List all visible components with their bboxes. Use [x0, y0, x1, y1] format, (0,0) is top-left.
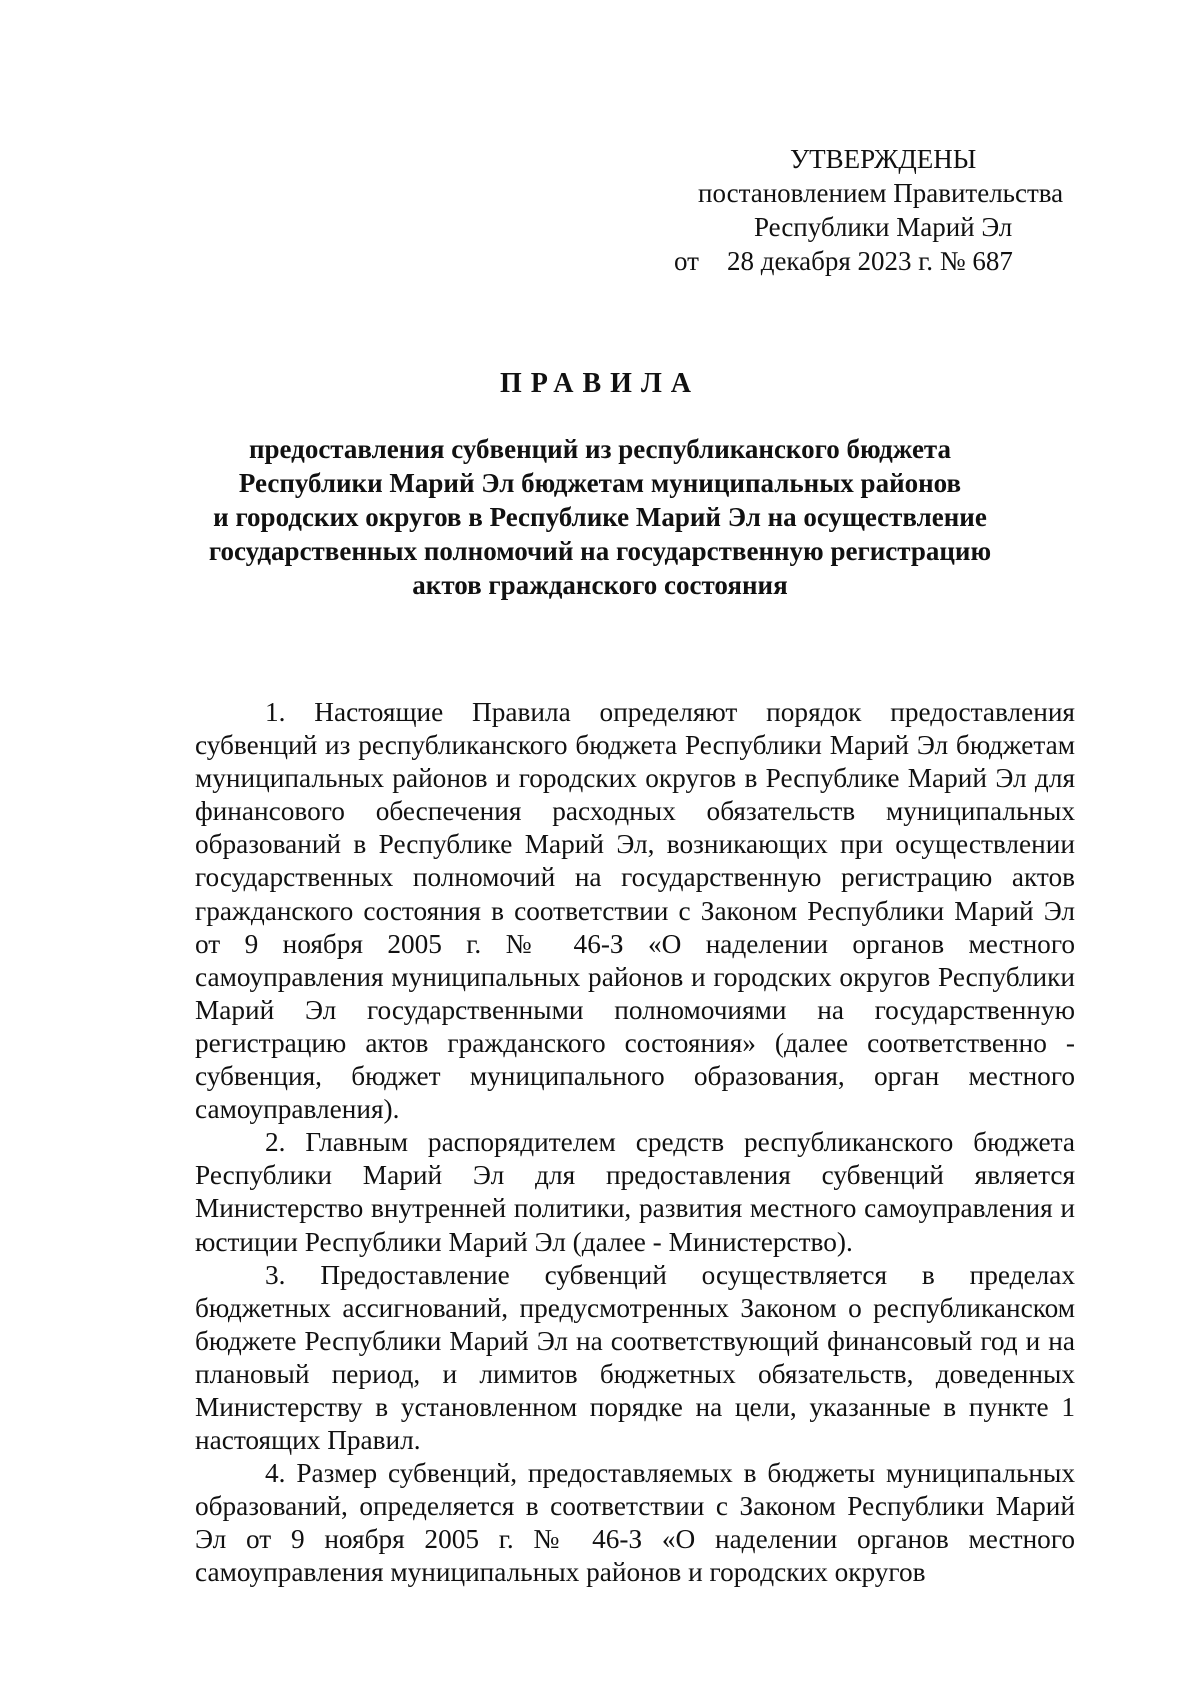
approval-line-resolution: постановлением Правительства — [698, 178, 1064, 208]
approval-stamp — [660, 142, 1080, 278]
document-title: ПРАВИЛА — [499, 368, 701, 399]
approval-number: № 687 — [939, 246, 1013, 276]
paragraph-1: 1. Настоящие Правила определяют порядок предоставления субвенций из республиканского бюджета Республики Марий Эл бюджетам муниципальных районов и городских округов в Республике Марий Эл для финансового обеспечения расходных обязательств муниципальных образований в Республике Марий Эл, возникающих при осуществлении государственных полномочий на государственную регистрацию актов гражданского состояния в соответствии с Законом Республики Марий Эл от 9 ноября 2005 г. № 46-З «О наделении органов местного самоуправления муниципальных районов и городских округов Республики Марий Эл государственными полномочиями на государственную регистрацию актов гражданского состояния» (далее соответственно - субвенция, бюджет муниципального образования, орган местного самоуправления). — [195, 697, 1075, 1125]
subtitle-line-2: Республики Марий Эл бюджетам муниципальных районов — [238, 468, 962, 498]
subtitle-line-3: и городских округов в Республике Марий Эл на осуществление — [213, 502, 987, 532]
approval-date: 28 декабря 2023 г. — [726, 246, 934, 276]
paragraph-4: 4. Размер субвенций, предоставляемых в бюджеты муниципальных образований, определяется в соответствии с Законом Республики Марий Эл от 9 ноября 2005 г. № 46-З «О наделении органов местного самоуправления муниципальных районов и городских округов — [195, 1458, 1075, 1588]
paragraph-2: 2. Главным распорядителем средств республиканского бюджета Республики Марий Эл для предоставления субвенций является Министерство внутренней политики, развития местного самоуправления и юстиции Республики Марий Эл (далее - Министерство). — [195, 1127, 1075, 1257]
approval-line-approved: УТВЕРЖДЕНЫ — [790, 144, 977, 174]
paragraph-3: 3. Предоставление субвенций осуществляется в пределах бюджетных ассигнований, предусмотренных Законом о республиканском бюджете Республики Марий Эл на соответствующий финансовый год и на плановый период, и лимитов бюджетных обязательств, доведенных Министерству в установленном порядке на цели, указанные в пункте 1 настоящих Правил. — [195, 1259, 1075, 1456]
approval-line-date — [660, 244, 1080, 278]
document-subtitle — [160, 432, 1040, 602]
subtitle-line-1: предоставления субвенций из республиканского бюджета — [248, 434, 952, 464]
subtitle-line-4: государственных полномочий на государственную регистрацию — [208, 536, 992, 566]
approval-from-label: от — [674, 246, 699, 276]
document-body — [195, 696, 1075, 1590]
subtitle-line-5: актов гражданского состояния — [412, 570, 788, 600]
approval-line-republic: Республики Марий Эл — [754, 212, 1013, 242]
